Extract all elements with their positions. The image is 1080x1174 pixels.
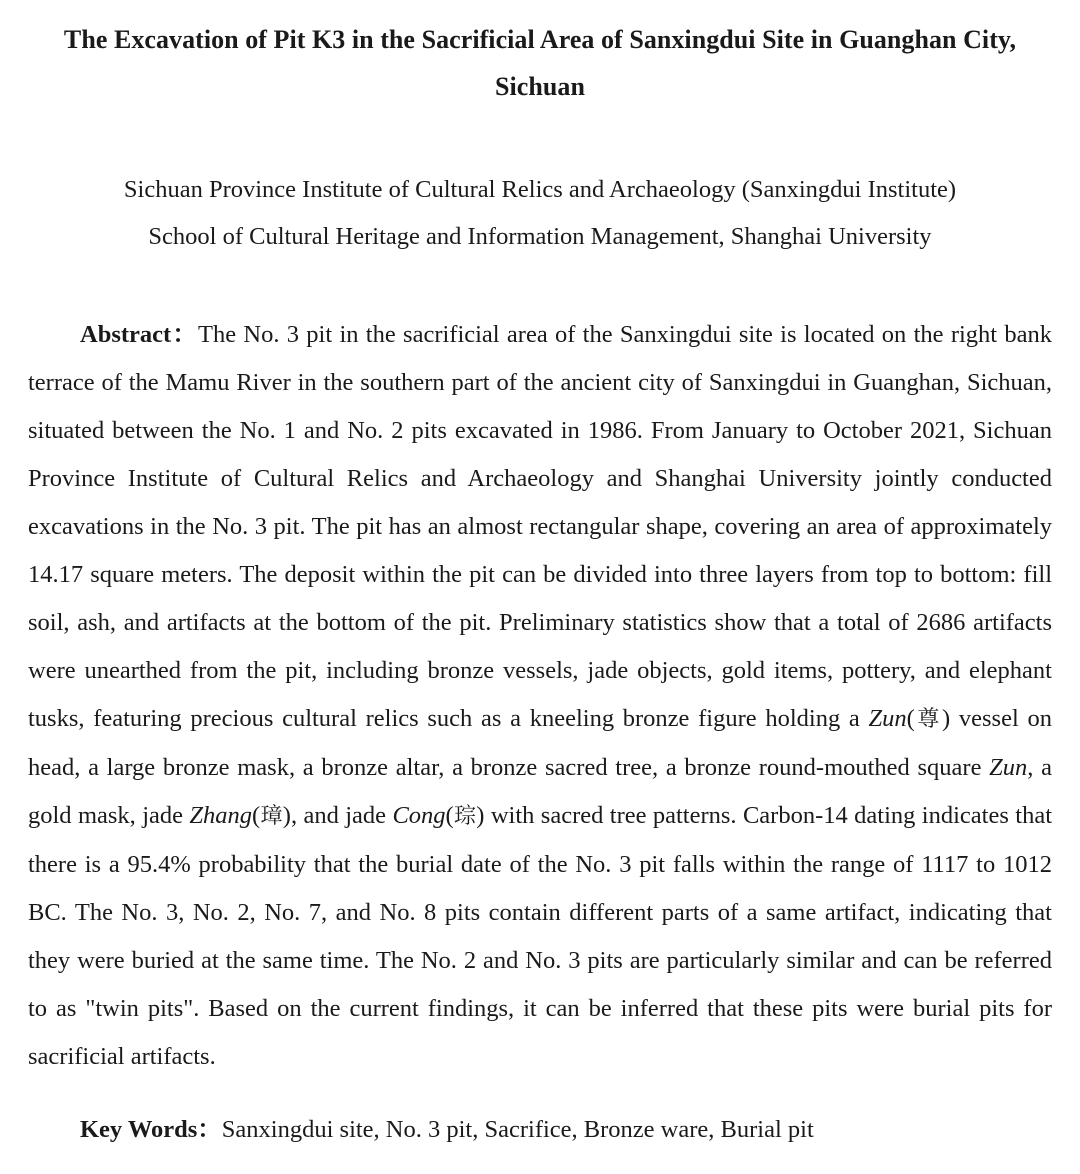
cjk-char-cong: 琮 bbox=[453, 804, 477, 829]
abstract-text: ( bbox=[445, 802, 454, 829]
cjk-char-zhang: 璋 bbox=[260, 804, 283, 829]
keywords-value: Sanxingdui site, No. 3 pit, Sacrifice, Bronze ware, Burial pit bbox=[221, 1115, 814, 1143]
abstract-paragraph bbox=[28, 311, 1052, 1081]
paper-title bbox=[28, 0, 1052, 110]
abstract-text: , a gold mask, jade bbox=[28, 754, 1052, 829]
affiliation-2: School of Cultural Heritage and Information Management, Shanghai University bbox=[148, 223, 932, 250]
abstract-text: ) vessel on head, a large bronze mask, a bronze altar, a bronze sacred tree, a bronze round-mouthed square bbox=[28, 705, 1052, 781]
term-zun: Zun bbox=[868, 705, 907, 732]
term-zhang: Zhang bbox=[189, 802, 253, 829]
term-zun: Zun bbox=[989, 754, 1028, 781]
affiliation-1: Sichuan Province Institute of Cultural Relics and Archaeology (Sanxingdui Institute) bbox=[123, 176, 957, 203]
abstract-label: Abstract： bbox=[80, 321, 199, 348]
title-line-1: The Excavation of Pit K3 in the Sacrificial Area of Sanxingdui Site in Guanghan City, bbox=[63, 25, 1017, 54]
keywords-label: Key Words： bbox=[80, 1115, 222, 1143]
abstract-text: ) with sacred tree patterns. Carbon-14 dating indicates that there is a 95.4% probability that the burial date of the No. 3 pit falls within the range of 1117 to 1012 BC. The No. 3, No. 2, No. 7, and No. 8 pits contain different parts of a same artifact, indicating that they were buried at the same time. The No. 2 and No. 3 pits are particularly similar and can be referred to as "twin pits". Based on the current findings, it can be inferred that these pits were burial pits for sacrificial artifacts. bbox=[28, 802, 1052, 1070]
affiliations bbox=[28, 166, 1052, 260]
abstract-text: ( bbox=[252, 802, 261, 829]
abstract-text: ( bbox=[906, 705, 915, 732]
abstract-text: ), and jade bbox=[282, 802, 393, 829]
term-cong: Cong bbox=[392, 802, 446, 829]
abstract-text: The No. 3 pit in the sacrificial area of the Sanxingdui site is located on the right bank terrace of the Mamu River in the southern part of the ancient city of Sanxingdui in Guanghan, Sichuan, situated between the No. 1 and No. 2 pits excavated in 1986. From January to October 2021, Sichuan Province Institute of Cultural Relics and Archaeology and Shanghai University jointly conducted excavations in the No. 3 pit. The pit has an almost rectangular shape, covering an area of approximately 14.17 square meters. The deposit within the pit can be divided into three layers from top to bottom: fill soil, ash, and artifacts at the bottom of the pit. Preliminary statistics show that a total of 2686 artifacts were unearthed from the pit, including bronze vessels, jade objects, gold items, pottery, and elephant tusks, featuring precious cultural relics such as a kneeling bronze figure holding a bbox=[28, 321, 1053, 732]
title-line-2: Sichuan bbox=[495, 72, 585, 101]
keywords-line bbox=[28, 1106, 1052, 1154]
cjk-char-zun: 尊 bbox=[914, 707, 943, 732]
